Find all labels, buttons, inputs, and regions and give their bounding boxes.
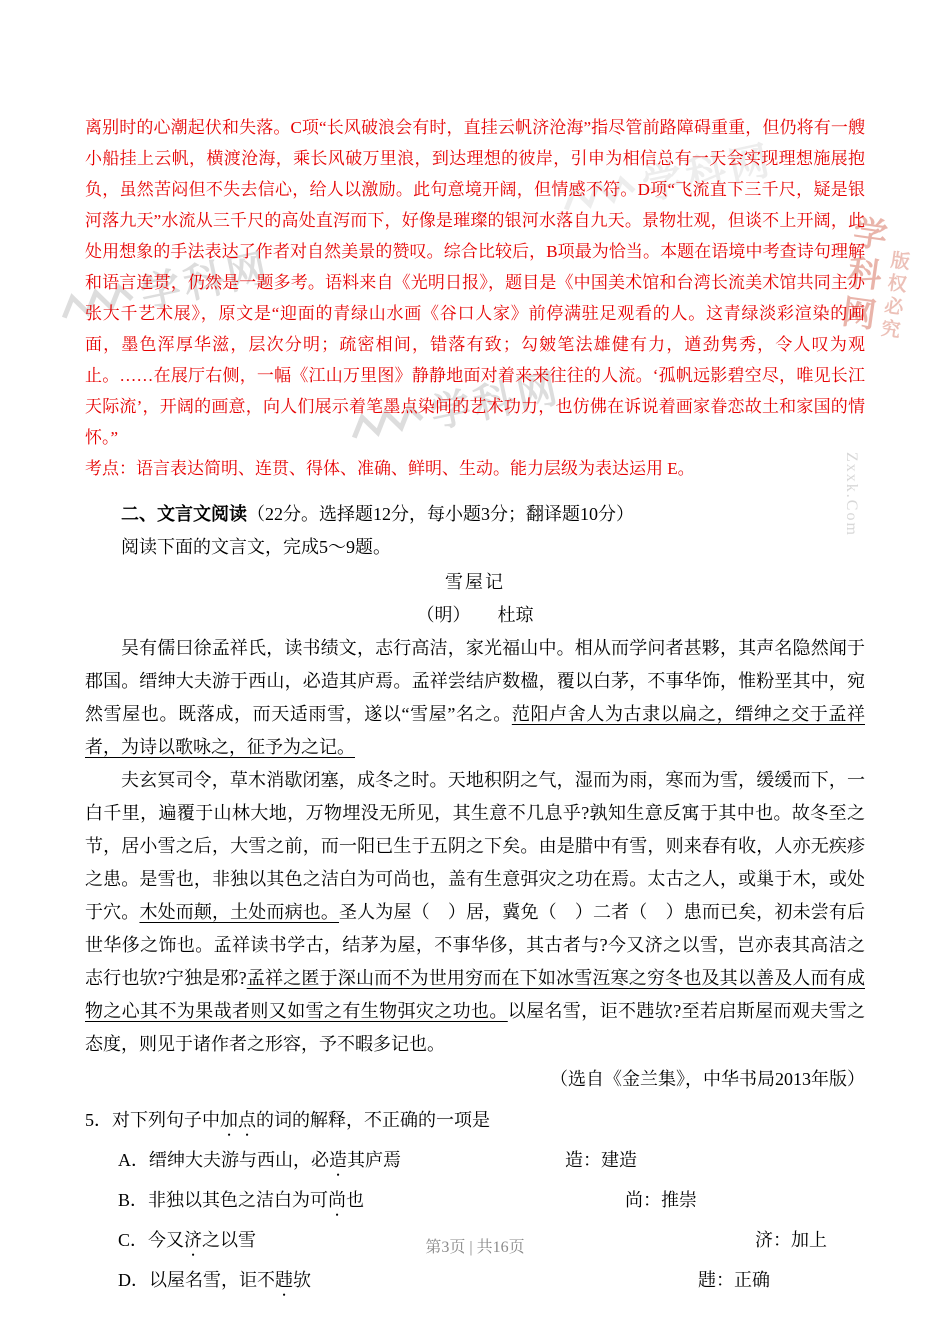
watermark-brand-text: 学科网 bbox=[426, 365, 565, 437]
watermark-zxxk-url: Zxxk.Com bbox=[843, 452, 860, 537]
option-b-dotted-word: 尚 bbox=[328, 1190, 347, 1210]
option-d bbox=[85, 1264, 865, 1300]
option-a-gloss: 造：建造 bbox=[565, 1150, 637, 1170]
section-heading-score: （22分。选择题12分，每小题3分；翻译题10分） bbox=[247, 504, 634, 524]
option-d-dotted-word: 韪 bbox=[275, 1270, 293, 1290]
watermark-red-brand: 学科网 bbox=[833, 213, 888, 337]
option-c-label: C． bbox=[118, 1230, 149, 1250]
essay-p1-underlined-text: 范阳卢舍人为古隶以扁之，缙绅之交于孟祥者，为诗以歌咏之，征予为之记。 bbox=[85, 704, 865, 757]
essay-p2-underlined-2: 孟祥之匿于深山而不为世用穷而在下如冰雪沍寒之穷冬也及其以善及人而有成物之心其不为果哉者则又如雪之有生物弭灾之功也。 bbox=[85, 968, 865, 1021]
option-d-gloss: 韪：正确 bbox=[698, 1270, 770, 1290]
option-c-pre: 今又 bbox=[148, 1230, 185, 1250]
essay-p2-text-b: 圣人为屋（ ）居，冀免（ ）二者（ ）患而已矣，初未尝有后世华侈之饰也。孟祥读书学古，结茅为屋，不事华侈，其古者与?今又济之以雪，岂亦表其高洁之志行也欤?宁独是邪? bbox=[85, 902, 866, 988]
option-c-dotted-word: 济 bbox=[184, 1230, 203, 1250]
analysis-paragraph: 离别时的心潮起伏和失落。C项“长风破浪会有时，直挂云帆济沧海”指尽管前路障碍重重，但仍将有一艘小船挂上云帆，横渡沧海，乘长风破万里浪，到达理想的彼岸，引申为相信总有一天会实现理想施展抱负，虽然苦闷但不失去信心，给人以激励。此句意境开阔，但情感不符。D项“飞流直下三千尺，疑是银河落九天”水流从三千尺的高处直泻而下，好像是璀璨的银河水落自九天。景物壮观，但谈不上开阔，此处用想象的手法表达了作者对自然美景的赞叹。综合比较后，B项最为恰当。本题在语境中考查诗句理解和语言连贯，仍然是一题多考。语料来自《光明日报》，题目是《中国美术馆和台湾长流美术馆共同主办张大千艺术展》，原文是“迎面的青绿山水画《谷口人家》前停满驻足观看的人。这青绿淡彩渲染的画面，墨色浑厚华滋，层次分明；疏密相间，错落有致；勾皴笔法雄健有力，遒劲隽秀，令人叹为观止。……在展厅右侧，一幅《江山万里图》静静地面对着来来往往的人流。‘孤帆远影碧空尽，唯见长江天际流’，开阔的画意，向人们展示着笔墨点染间的艺术功力，也仿佛在诉说着画家眷恋故土和家国的情怀。” bbox=[85, 118, 865, 447]
watermark-brand-text: 学科网 bbox=[638, 137, 777, 209]
section-heading-title: 二、文言文阅读 bbox=[121, 504, 247, 524]
option-c-gloss: 济：加上 bbox=[755, 1230, 827, 1250]
essay-title: 雪屋记 bbox=[445, 572, 505, 592]
essay-source: （选自《金兰集》，中华书局2013年版） bbox=[550, 1069, 865, 1089]
option-b-gloss: 尚：推崇 bbox=[625, 1190, 697, 1210]
essay-paragraph-1 bbox=[85, 632, 865, 764]
question5-stem-text: 5．对下列句子中 bbox=[85, 1110, 220, 1130]
analysis-kaodian-line: 考点：语言表达简明、连贯、得体、准确、鲜明、生动。能力层级为表达运用 E。 bbox=[85, 459, 695, 478]
option-d-label: D． bbox=[118, 1270, 149, 1290]
option-a-label: A． bbox=[118, 1150, 149, 1170]
essay-p2-text-c: 以屋名雪，讵不韪欤?至若启斯屋而观夫雪之态度，则见于诸作者之形容，予不暇多记也。 bbox=[85, 1001, 865, 1054]
essay-p2-underlined-1: 木处而颠，土处而病也。 bbox=[139, 902, 340, 922]
option-d-pre: 以屋名雪，讵不 bbox=[149, 1270, 275, 1290]
essay-author: （明） 杜琼 bbox=[416, 605, 534, 625]
option-a bbox=[85, 1144, 865, 1180]
page-number-footer: 第3页 | 共16页 bbox=[425, 1239, 525, 1256]
option-b-post: 也 bbox=[346, 1190, 365, 1210]
option-c-post: 之以雪 bbox=[202, 1230, 257, 1250]
watermark-brand-text: 学科网 bbox=[136, 245, 275, 317]
question5-options bbox=[85, 1144, 865, 1300]
question5-stem-text-rest: 的词的解释，不正确的一项是 bbox=[256, 1110, 490, 1130]
question5-stem bbox=[85, 1104, 865, 1140]
section-heading bbox=[85, 498, 865, 531]
question5-stem-dotted-word: 加点 bbox=[220, 1110, 256, 1130]
option-d-post: 欤 bbox=[293, 1270, 311, 1290]
answer-analysis-block bbox=[85, 112, 865, 484]
essay-p1-text: 吴有儒曰徐孟祥氏，读书绩文，志行高洁，家光福山中。相从而学问者甚夥，其声名隐然闻于郡国。缙绅大夫游于西山，必造其庐焉。孟祥尝结庐数楹，覆以白茅，不事华饰，惟粉垩其中，宛然雪屋也。既落成，而天适雨雪，遂以“雪屋”名之。 bbox=[85, 638, 865, 724]
option-b-label: B． bbox=[118, 1190, 149, 1210]
reading-instruction: 阅读下面的文言文，完成5～9题。 bbox=[121, 537, 391, 557]
watermark-red-rights: 版权必究 bbox=[876, 248, 911, 344]
option-a-post: 其庐焉 bbox=[347, 1150, 401, 1170]
option-b bbox=[85, 1184, 865, 1220]
option-b-pre: 非独以其色之洁白为可 bbox=[148, 1190, 329, 1210]
option-a-pre: 缙绅大夫游与西山，必 bbox=[149, 1150, 329, 1170]
essay-paragraph-2 bbox=[85, 764, 865, 1061]
option-a-dotted-word: 造 bbox=[329, 1150, 347, 1170]
essay-p2-text-a: 夫玄冥司令，草木消歇闭塞，成冬之时。天地积阴之气，湿而为雨，寒而为雪，缓缓而下，一白千里，遍覆于山林大地，万物埋没无所见，其生意不几息乎?孰知生意反寓于其中也。故冬至之节，居小雪之后，大雪之前，而一阳已生于五阴之下矣。由是腊中有雪，则来春有收，人亦无疾疹之患。是雪也，非独以其色之洁白为可尚也，盖有生意弭灾之功在焉。太古之人，或巢于木，或处于穴。 bbox=[85, 770, 865, 922]
